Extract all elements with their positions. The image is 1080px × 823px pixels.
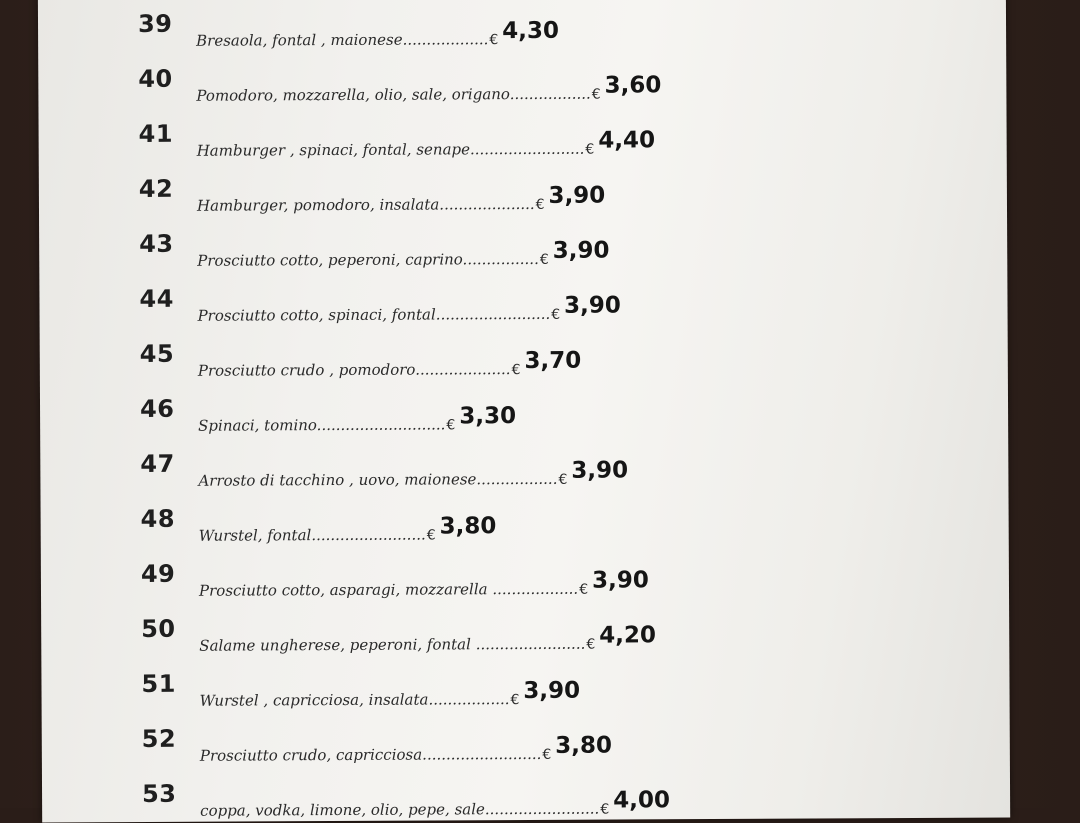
leader-dots: ....................... [470,634,586,654]
item-number: 43 [139,229,174,259]
leader-dots: .................... [439,194,535,214]
item-line [197,292,621,326]
item-number: 49 [140,559,176,589]
item-price: 3,90 [591,567,649,594]
currency-symbol: € [539,251,549,268]
item-price: 3,90 [564,292,621,319]
item-line [198,567,649,601]
item-description: Bresaola, fontal , maionese [196,30,403,50]
menu-row [41,555,1009,600]
currency-symbol: € [489,32,499,49]
item-price: 3,80 [439,513,497,540]
leader-dots: ................ [462,249,539,269]
item-number: 44 [139,284,174,314]
currency-symbol: € [586,636,596,653]
item-description: Wurstel, fontal [198,526,312,545]
item-line [196,17,560,52]
item-description: Prosciutto crudo, capricciosa [199,745,423,765]
menu-row [40,445,1008,490]
item-price: 4,40 [598,127,656,154]
leader-dots: ........................ [484,799,600,819]
currency-symbol: € [542,746,552,763]
item-line [198,513,497,547]
item-price: 4,20 [599,622,657,649]
item-price: 3,90 [548,182,606,209]
item-number: 47 [140,449,175,479]
item-description: Prosciutto cotto, spinaci, fontal [197,305,436,325]
leader-dots: ................. [476,469,558,489]
leader-dots: .................. [487,579,579,599]
item-line [197,347,582,382]
item-line [199,622,657,656]
currency-symbol: € [600,801,610,818]
leader-dots: ................. [428,690,510,709]
item-price: 4,30 [502,17,560,45]
item-price: 3,30 [459,403,517,430]
item-price: 3,80 [555,732,613,759]
item-description: Prosciutto cotto, asparagi, mozzarella [198,580,488,600]
item-number: 40 [138,64,173,94]
item-line [198,457,629,491]
item-description: coppa, vodka, limone, olio, pepe, sale [200,800,485,820]
menu-sheet [38,0,1010,823]
item-number: 39 [137,9,173,39]
menu-row [42,775,1010,820]
menu-row [39,115,1007,160]
item-price: 3,70 [524,347,582,374]
menu-row [38,60,1006,105]
currency-symbol: € [585,141,595,158]
menu-row [38,5,1006,50]
menu-row [40,335,1008,380]
item-description: Prosciutto cotto, peperoni, caprino [197,250,463,270]
item-line [199,677,581,712]
currency-symbol: € [446,417,456,434]
currency-symbol: € [510,692,520,709]
item-price: 3,90 [571,457,629,484]
item-description: Salame ungherese, peperoni, fontal [199,635,471,655]
item-number: 46 [139,394,175,424]
item-line [200,787,670,821]
currency-symbol: € [551,306,561,323]
item-description: Hamburger , spinaci, fontal, senape [196,140,471,160]
item-number: 42 [138,174,174,204]
item-number: 48 [140,504,176,534]
item-number: 45 [139,339,175,369]
item-description: Wurstel , capricciosa, insalata [199,690,429,710]
currency-symbol: € [591,86,601,103]
item-line [197,237,610,272]
item-number: 51 [141,669,176,699]
menu-row [41,610,1009,655]
menu-row [40,390,1008,435]
currency-symbol: € [511,362,521,379]
menu-row [41,665,1009,710]
item-number: 41 [138,119,174,149]
currency-symbol: € [558,471,568,488]
item-line [196,72,662,106]
leader-dots: .................... [415,360,511,379]
menu-row [39,170,1007,215]
leader-dots: ................. [509,84,591,104]
item-description: Prosciutto crudo , pomodoro [197,360,416,380]
leader-dots: ........................... [316,415,446,435]
item-line [198,403,517,437]
leader-dots: ........................ [435,304,551,324]
item-number: 52 [141,724,177,754]
currency-symbol: € [426,527,436,544]
leader-dots: ......................... [422,744,542,764]
menu-row [41,500,1009,545]
menu-row [42,720,1010,765]
item-line [196,127,656,161]
item-number: 53 [141,779,177,809]
item-price: 3,90 [552,237,610,264]
currency-symbol: € [579,581,589,598]
item-line [196,182,606,217]
menu-row [39,225,1007,270]
item-description: Pomodoro, mozzarella, olio, sale, origano [196,85,510,105]
leader-dots: .................. [402,30,489,49]
item-price: 3,90 [523,677,581,705]
item-number: 50 [141,614,176,644]
item-price: 4,00 [613,787,670,814]
currency-symbol: € [535,196,545,213]
item-description: Hamburger, pomodoro, insalata [196,195,440,215]
item-line [199,732,613,767]
item-price: 3,60 [604,72,662,99]
item-description: Spinaci, tomino [198,416,317,435]
leader-dots: ........................ [311,525,426,545]
item-description: Arrosto di tacchino , uovo, maionese [198,470,477,490]
menu-row [39,280,1007,325]
leader-dots: ........................ [469,139,585,159]
